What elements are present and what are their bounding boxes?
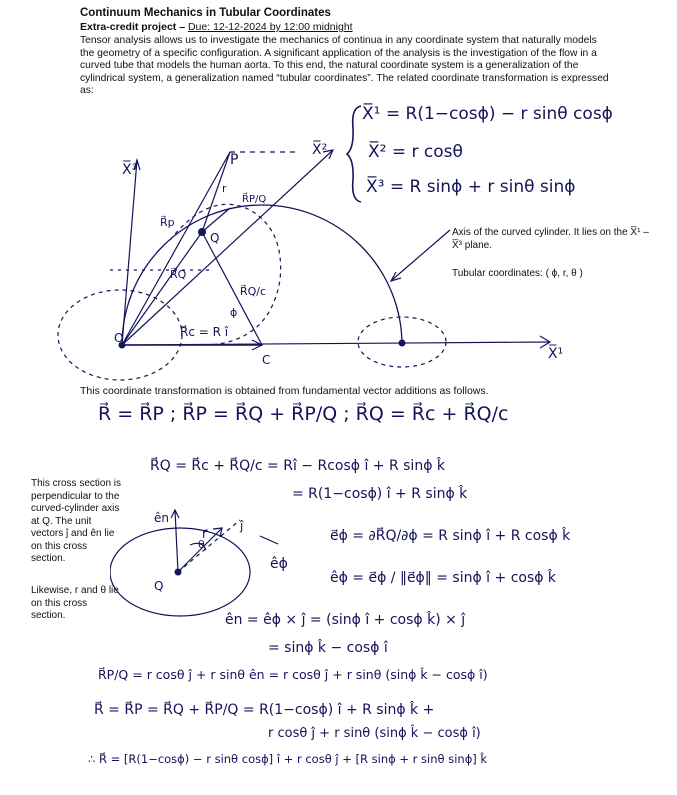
label-c: C (262, 353, 271, 367)
derivation-line-1: R⃗Q = R⃗c + R⃗Q/c = Rî − Rcosϕ î + R sinϕ k̂ (150, 458, 445, 474)
derivation-line-3: e⃗ϕ = ∂R⃗Q/∂ϕ = R sinϕ î + R cosϕ k̂ (330, 528, 571, 544)
project-line (80, 21, 353, 33)
ephi-arrow (260, 536, 278, 544)
transform-eq-3: X̅³ = R sinϕ + r sinθ sinϕ (366, 177, 576, 197)
label-en: ên (154, 511, 169, 525)
label-x1: X̅¹ (548, 346, 564, 362)
label-x2: X̅² (312, 142, 328, 158)
label-rq: R⃗Q (170, 268, 187, 281)
label-rpq: R⃗P/Q (242, 194, 267, 205)
derivation-line-8: R⃗ = R⃗P = R⃗Q + R⃗P/Q = R(1−cosϕ) î + R sinϕ k̂ + (94, 702, 435, 718)
cross-section-figure (110, 500, 310, 630)
page-title: Continuum Mechanics in Tubular Coordinates (80, 7, 331, 19)
label-theta: θ (198, 538, 205, 551)
intro-paragraph: Tensor analysis allows us to investigate the mechanics of continua in any coordinate system that naturally models the geometry of a specific configuration. A significant application of the analysis is the investigation of the flow in a curved tube that models the human aorta. To this end, the natural coordinate system is a generalization of the cylindrical system, a generalization named “tubular coordinates”. The related coordinate transformation is expressed as: (80, 35, 609, 97)
x2-axis (122, 150, 333, 345)
derivation-line-5: ên = êϕ × ĵ = (sinϕ î + cosϕ k̂) × ĵ (225, 612, 466, 628)
due-date: Due: 12-12-2024 by 12:00 midnight (187, 21, 353, 33)
project-label: Extra-credit project – (80, 21, 186, 33)
derivation-line-4: êϕ = e⃗ϕ / ‖e⃗ϕ‖ = sinϕ î + cosϕ k̂ (330, 570, 557, 586)
label-rc: R⃗c = R î (180, 325, 229, 339)
label-q: Q (210, 231, 220, 245)
label-phi: ϕ (230, 306, 238, 319)
derivation-line-7: R⃗P/Q = r cosθ ĵ + r sinθ ên = r cosθ ĵ + r sinθ (sinϕ k̂ − cosϕ î) (98, 667, 488, 682)
label-rvec: r⃗ (202, 527, 207, 541)
label-j: ĵ (240, 519, 244, 533)
vector-rp (122, 152, 230, 345)
transform-eq-1: X̅¹ = R(1−cosϕ) − r sinθ cosϕ (362, 104, 613, 124)
en-vector (175, 510, 178, 572)
axis-pointer-arrow (392, 230, 450, 280)
derivation-line-9: r cosθ ĵ + r sinθ (sinϕ k̂ − cosϕ î) (268, 726, 481, 741)
cross-section-note: This cross section is perpendicular to the curved-cylinder axis at Q. The unit vectors ĵ and ên lie on this cross section. (31, 478, 122, 564)
transform-eq-2: X̅² = r cosθ (368, 142, 463, 162)
likewise-note: Likewise, r and θ lie on this cross section. (31, 585, 119, 621)
label-q-cross: Q (154, 579, 164, 593)
label-rp: R⃗p (160, 216, 175, 229)
label-r: r (222, 182, 227, 195)
label-rqc: R⃗Q/c (240, 285, 267, 298)
derivation-line-6: = sinϕ k̂ − cosϕ î (268, 640, 388, 656)
section-title: This coordinate transformation is obtained from fundamental vector additions as follows. (80, 385, 489, 397)
derivation-line-2: = R(1−cosϕ) î + R sinϕ k̂ (292, 486, 468, 502)
vector-sum-line: R⃗ = R⃗P ; R⃗P = R⃗Q + R⃗P/Q ; R⃗Q = R⃗c + R⃗Q/c (98, 403, 509, 425)
axis-note: Axis of the curved cylinder. It lies on the X̅¹ – X̅³ plane. (452, 227, 649, 251)
tubular-diagram (30, 130, 590, 390)
label-p: P (230, 152, 239, 168)
label-x3: X̅³ (122, 162, 138, 178)
label-ephi: êϕ (270, 556, 288, 572)
derivation-line-10: ∴ R⃗ = [R(1−cosϕ) − r sinθ cosϕ] î + r cosθ ĵ + [R sinϕ + r sinθ sinϕ] k̂ (88, 752, 488, 766)
tubular-note: Tubular coordinates: ( ϕ, r, θ ) (452, 268, 583, 279)
label-o: O (114, 331, 124, 345)
